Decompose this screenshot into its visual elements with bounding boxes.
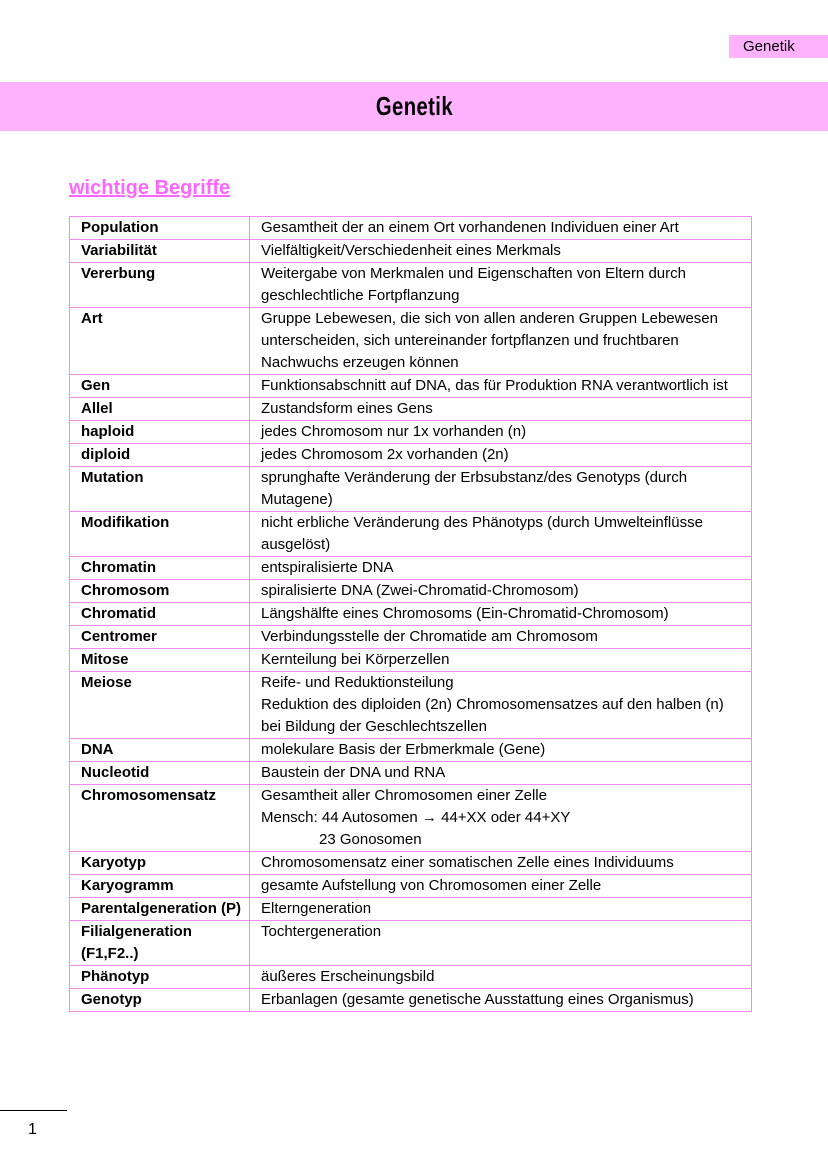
table-row	[70, 263, 752, 308]
definition-line: entspiralisierte DNA	[261, 559, 394, 576]
header-tag: Genetik	[729, 35, 828, 58]
term-cell: Allel	[70, 398, 250, 421]
term-cell: Karyogramm	[70, 875, 250, 898]
glossary-body	[70, 217, 752, 1012]
term-cell: Chromatin	[70, 557, 250, 580]
table-row	[70, 467, 752, 512]
definition-line: Längshälfte eines Chromosoms (Ein-Chromatid-Chromosom)	[261, 605, 669, 622]
definition-cell	[250, 580, 752, 603]
term-cell: Mitose	[70, 649, 250, 672]
table-row	[70, 875, 752, 898]
definition-line: jedes Chromosom nur 1x vorhanden (n)	[261, 423, 527, 440]
table-row	[70, 762, 752, 785]
page-number: 1	[28, 1121, 37, 1138]
definition-cell	[250, 557, 752, 580]
title-band	[0, 82, 828, 131]
table-row	[70, 852, 752, 875]
definition-line: Vielfältigkeit/Verschiedenheit eines Merkmals	[261, 242, 561, 259]
definition-cell	[250, 398, 752, 421]
definition-line: Tochtergeneration	[261, 923, 382, 940]
definition-line: Erbanlagen (gesamte genetische Ausstattung eines Organismus)	[261, 991, 694, 1008]
table-row	[70, 898, 752, 921]
table-row	[70, 989, 752, 1012]
table-row	[70, 966, 752, 989]
definition-line: Reife- und Reduktionsteilung	[261, 674, 454, 691]
definition-line: Kernteilung bei Körperzellen	[261, 651, 450, 668]
term-cell: Population	[70, 217, 250, 240]
table-row	[70, 649, 752, 672]
definition-line: Gruppe Lebewesen, die sich von allen anderen Gruppen Lebewesen unterscheiden, sich untereinander fortpflanzen und fruchtbaren Nachwuchs erzeugen können	[261, 310, 718, 371]
term-cell: Vererbung	[70, 263, 250, 308]
term-cell: diploid	[70, 444, 250, 467]
term-cell: Phänotyp	[70, 966, 250, 989]
definition-cell	[250, 375, 752, 398]
table-row	[70, 921, 752, 966]
term-cell: Chromosom	[70, 580, 250, 603]
definition-cell	[250, 852, 752, 875]
table-row	[70, 672, 752, 739]
definition-cell	[250, 898, 752, 921]
definition-line: spiralisierte DNA (Zwei-Chromatid-Chromosom)	[261, 582, 579, 599]
definition-cell	[250, 921, 752, 966]
definition-cell	[250, 672, 752, 739]
definition-line: 23 Gonosomen	[319, 831, 422, 848]
table-row	[70, 580, 752, 603]
definition-cell	[250, 444, 752, 467]
page-title: Genetik	[375, 91, 453, 121]
definition-line: Elterngeneration	[261, 900, 372, 917]
definition-line: Verbindungsstelle der Chromatide am Chromosom	[261, 628, 598, 645]
term-cell: Genotyp	[70, 989, 250, 1012]
term-cell: Mutation	[70, 467, 250, 512]
table-row	[70, 512, 752, 557]
term-cell: Art	[70, 308, 250, 375]
definition-cell	[250, 626, 752, 649]
definition-cell	[250, 739, 752, 762]
definition-line: Funktionsabschnitt auf DNA, das für Produktion RNA verantwortlich ist	[261, 377, 728, 394]
definition-line: Chromosomensatz einer somatischen Zelle eines Individuums	[261, 854, 674, 871]
definition-cell	[250, 649, 752, 672]
term-cell: Filialgeneration (F1,F2..)	[70, 921, 250, 966]
table-row	[70, 398, 752, 421]
definition-line: gesamte Aufstellung von Chromosomen einer Zelle	[261, 877, 602, 894]
term-cell: Gen	[70, 375, 250, 398]
definition-line: Mensch: 44 Autosomen → 44+XX oder 44+XY	[261, 809, 571, 826]
table-row	[70, 785, 752, 852]
term-cell: haploid	[70, 421, 250, 444]
definition-cell	[250, 263, 752, 308]
definition-line: jedes Chromosom 2x vorhanden (2n)	[261, 446, 509, 463]
term-cell: Chromatid	[70, 603, 250, 626]
definition-cell	[250, 512, 752, 557]
definition-cell	[250, 875, 752, 898]
definition-line: Gesamtheit der an einem Ort vorhandenen Individuen einer Art	[261, 219, 679, 236]
table-row	[70, 739, 752, 762]
table-row	[70, 217, 752, 240]
definition-cell	[250, 785, 752, 852]
definition-cell	[250, 603, 752, 626]
term-cell: DNA	[70, 739, 250, 762]
footer-rule	[0, 1110, 67, 1111]
term-cell: Modifikation	[70, 512, 250, 557]
term-cell: Nucleotid	[70, 762, 250, 785]
definition-cell	[250, 762, 752, 785]
term-cell: Chromosomensatz	[70, 785, 250, 852]
term-cell: Variabilität	[70, 240, 250, 263]
table-row	[70, 557, 752, 580]
definition-line: nicht erbliche Veränderung des Phänotyps (durch Umwelteinflüsse ausgelöst)	[261, 514, 703, 553]
definition-cell	[250, 421, 752, 444]
definition-cell	[250, 217, 752, 240]
table-row	[70, 308, 752, 375]
term-cell: Meiose	[70, 672, 250, 739]
definition-cell	[250, 467, 752, 512]
definition-cell	[250, 308, 752, 375]
glossary-table	[69, 216, 752, 1012]
definition-line: Baustein der DNA und RNA	[261, 764, 446, 781]
table-row	[70, 375, 752, 398]
table-row	[70, 626, 752, 649]
definition-line: molekulare Basis der Erbmerkmale (Gene)	[261, 741, 546, 758]
definition-line: Gesamtheit aller Chromosomen einer Zelle	[261, 787, 547, 804]
definition-cell	[250, 966, 752, 989]
term-cell: Centromer	[70, 626, 250, 649]
table-row	[70, 444, 752, 467]
definition-line: Zustandsform eines Gens	[261, 400, 433, 417]
definition-line: Weitergabe von Merkmalen und Eigenschaften von Eltern durch geschlechtliche Fortpflanzung	[261, 265, 686, 304]
table-row	[70, 421, 752, 444]
definition-line: Reduktion des diploiden (2n) Chromosomensatzes auf den halben (n) bei Bildung der Geschlechtszellen	[261, 696, 724, 735]
table-row	[70, 240, 752, 263]
section-heading: wichtige Begriffe	[69, 177, 231, 199]
term-cell: Karyotyp	[70, 852, 250, 875]
definition-cell	[250, 989, 752, 1012]
definition-cell	[250, 240, 752, 263]
definition-line: sprunghafte Veränderung der Erbsubstanz/des Genotyps (durch Mutagene)	[261, 469, 688, 508]
table-row	[70, 603, 752, 626]
term-cell: Parentalgeneration (P)	[70, 898, 250, 921]
definition-line: äußeres Erscheinungsbild	[261, 968, 435, 985]
